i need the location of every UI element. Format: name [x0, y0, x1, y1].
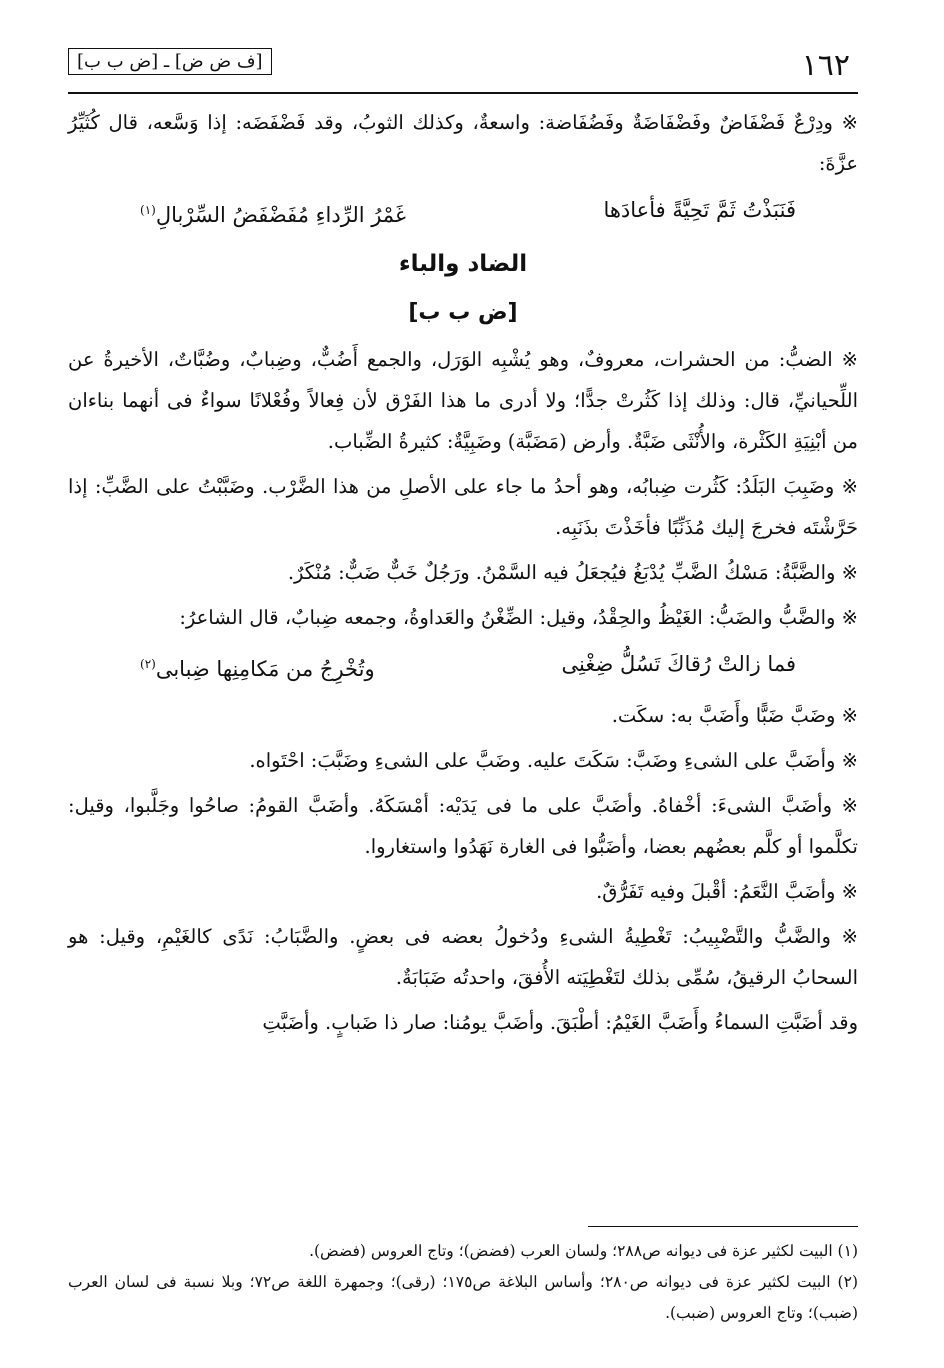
verse-first-hemistich: فَنَبَذْتُ ثَمَّ تَحِيَّةً فأعادَها [603, 198, 796, 222]
entry-paragraph: ※ وأضَبَّ على الشىءِ وضَبَّ: سَكَتَ عليه. وضَبَّ على الشىءِ وضَبَّبَ: احْتَواه. [249, 749, 858, 772]
verse-first-hemistich: فما زالتْ رُقاكَ تَسُلُّ ضِغْنِى [561, 652, 796, 676]
verse-second-hemistich [140, 642, 375, 691]
root-title: [ض ب ب] [408, 300, 518, 325]
dictionary-page [68, 40, 858, 1350]
verse-second-hemistich [140, 188, 406, 237]
footnote-ref: (١) [140, 203, 156, 217]
entry-paragraph: وقد أضَبَّتِ السماءُ وأَضَبَّ الغَيْمُ: أطْبَقَ. وأضَبَّ يومُنا: صار ذا ضَبابٍ. وأضَبَّتِ [262, 1011, 858, 1034]
entry-paragraph: ※ والضَّبُّ والضَبُّ: الغَيْظُ والحِقْدُ، وقيل: الضِّغْنُ والعَداوةُ، وجمعه ضِبابٌ، قال الشاعرُ: [179, 606, 858, 629]
entry-paragraph: ※ وأضَبَّ النَّعَمُ: أقْبلَ وفيه تَفَرُّقٌ. [596, 880, 858, 903]
page-header [68, 40, 858, 92]
footnote-rule [588, 1226, 858, 1227]
footnote-1: (١) البيت لكثير عزة فى ديوانه ص٢٨٨؛ ولسان العرب (فضض)؛ وتاج العروس (فضض). [309, 1242, 858, 1260]
entry-paragraph: ※ الضبُّ: من الحشرات، معروفٌ، وهو يُشْبِه الوَرَل، والجمع أَضُبٌّ، وضِبابٌ، وضُبَّاتٌ، الأخيرةُ عن اللِّحيانيِّ، قال: وذلك إذا كَثُرتْ جدًّا؛ ولا أدرى ما هذا الفَرْق لأن فِعالاً وفُعْلانًا سواءٌ فى أنهما بناءان من أبْنِيَةِ الكَثْرة، والأُنْثَى ضَبَّةٌ. وأرض (مَضَبَّة) وضَبِيَّةٌ: كثيرةُ الضِّباب. [68, 348, 858, 453]
root-range-label: [ف ض ض] ـ [ض ب ب] [68, 48, 272, 75]
footnote-2: (٢) البيت لكثير عزة فى ديوانه ص٢٨٠؛ وأساس البلاغة ص١٧٥؛ (رقى)؛ وجمهرة اللغة ص٧٢؛ وبلا نسبة فى لسان العرب (ضبب)؛ وتاج العروس (ضبب). [68, 1273, 858, 1322]
page-body [68, 102, 858, 1047]
header-rule [68, 92, 858, 94]
verse-line [68, 188, 858, 237]
page-number: ١٦٢ [801, 48, 850, 83]
entry-paragraph: ※ وضَبِبَ البَلَدُ: كَثُرت ضِبابُه، وهو أحدُ ما جاء على الأصلِ من هذا الضَّرْب. وضَبَّبْتُ على الضَّبِّ: إذا حَرَّشْتَه فخرجَ إليك مُذَنِّبًا فأخَذْتَ بذَنَبِه. [68, 475, 858, 539]
entry-paragraph: ※ والضَّبُّ والتَّضْبِيبُ: تَغْطِيةُ الشىءِ ودُخولُ بعضه فى بعضٍ. والضَّبَابُ: نَدًى كالغَيْمِ، وقيل: هو السحابُ الرقيقُ، سُمِّى بذلك لتَغْطِيَته الأُفقَ، واحدتُه ضَبَابَةٌ. [68, 925, 858, 989]
verse-second-text: وتُخْرِجُ من مَكامِنِها ضِبابى [155, 657, 375, 681]
entry-paragraph: ※ وأضَبَّ الشىءَ: أخْفاهُ. وأضَبَّ على ما فى يَدَيْه: أمْسَكَهُ. وأضَبَّ القومُ: صاحُوا وجَلَّبوا، وقيل: تكلَّموا أو كلَّم بعضُهم بعضا، وأضَبُّوا فى الغارة نَهَدُوا واستغاروا. [68, 794, 858, 858]
entry-paragraph: ※ وضَبَّ ضَبًّا وأَضَبَّ به: سكَت. [611, 704, 858, 727]
entry-paragraph: ※ والضَّبَّةُ: مَسْكُ الضَّبِّ يُدْبَغُ فيُجعَلُ فيه السَّمْنُ. ورَجُلٌ خَبٌّ ضَبٌّ: مُنْكَرٌ. [287, 561, 858, 584]
section-title: الضاد والباء [398, 251, 528, 277]
footnote-ref: (٢) [140, 657, 156, 671]
verse-second-text: غَمْرُ الرِّداءِ مُفَضْفَضُ السِّرْبالِ [155, 203, 406, 227]
entry-paragraph: ※ ودِرْعٌ فَضْفَاضٌ وفَضْفَاضَةٌ وفَضُفَاضة: واسعةٌ، وكذلك الثوبُ، وقد فَضْفَضَه: إذا وَسَّعه، قال كُثَيِّرُ عزَّةَ: [68, 111, 858, 175]
verse-line [68, 642, 858, 691]
footnotes [68, 1236, 858, 1329]
